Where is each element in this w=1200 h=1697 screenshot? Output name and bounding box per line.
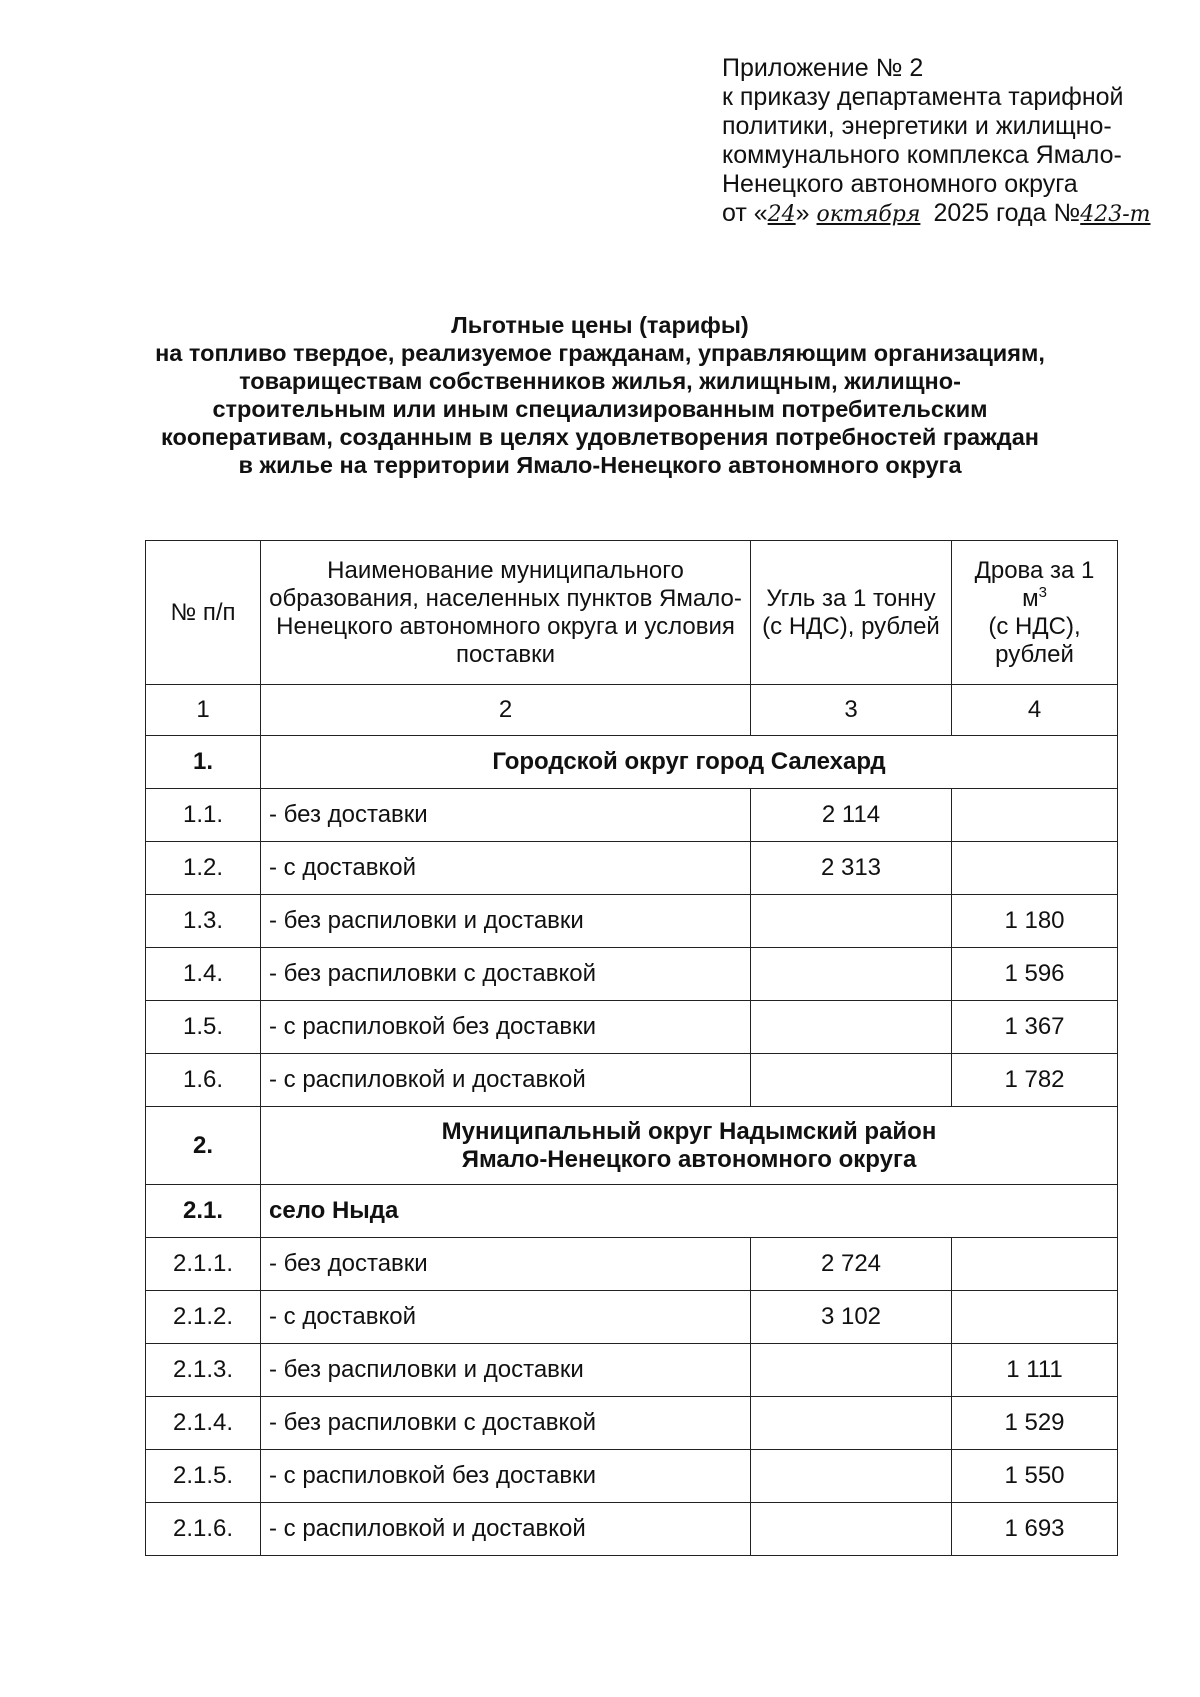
appendix-date-line (722, 199, 1162, 229)
section-title: Городской округ город Салехард (261, 736, 1118, 789)
row-num: 2. (146, 1107, 261, 1185)
wood-price: 1 367 (952, 1001, 1118, 1054)
table-row (146, 895, 1118, 948)
header-wood-sup: 3 (1038, 583, 1047, 601)
appendix-line: Ненецкого автономного округа (722, 170, 1078, 198)
table-row (146, 789, 1118, 842)
title-line: строительным или иным специализированным потребительским (212, 396, 988, 422)
row-num: 1.5. (146, 1001, 261, 1054)
column-index-row (146, 685, 1118, 736)
row-num: 1.2. (146, 842, 261, 895)
row-num: 1.3. (146, 895, 261, 948)
appendix-line: политики, энергетики и жилищно- (722, 112, 1112, 140)
table-row (146, 1503, 1118, 1556)
wood-price (952, 842, 1118, 895)
coal-price (751, 948, 952, 1001)
section-title-line: Муниципальный округ Надымский район (441, 1117, 937, 1145)
title-line: в жилье на территории Ямало-Ненецкого автономного округа (238, 452, 962, 478)
header-wood-suffix: (с НДС), рублей (988, 612, 1081, 668)
subsection-title: село Ныда (261, 1185, 1118, 1238)
section-title-line: Ямало-Ненецкого автономного округа (461, 1145, 917, 1173)
column-index: 2 (261, 685, 751, 736)
wood-price: 1 596 (952, 948, 1118, 1001)
date-mid: » (795, 199, 810, 227)
row-name: - с распиловкой без доставки (261, 1450, 751, 1503)
row-num: 1.1. (146, 789, 261, 842)
coal-price: 2 313 (751, 842, 952, 895)
coal-price: 2 724 (751, 1238, 952, 1291)
title-line: товариществам собственников жилья, жилищным, жилищно- (239, 368, 961, 394)
coal-price (751, 895, 952, 948)
row-name: - без доставки (261, 1238, 751, 1291)
row-name: - с доставкой (261, 842, 751, 895)
wood-price (952, 1238, 1118, 1291)
wood-price: 1 529 (952, 1397, 1118, 1450)
section-row (146, 736, 1118, 789)
row-name: - без доставки (261, 789, 751, 842)
date-prefix: от « (722, 199, 768, 227)
coal-price: 3 102 (751, 1291, 952, 1344)
table-header-row (146, 541, 1118, 685)
appendix-line: к приказу департамента тарифной (722, 83, 1124, 111)
row-name: - без распиловки и доставки (261, 895, 751, 948)
coal-price (751, 1503, 952, 1556)
row-name: - с распиловкой и доставкой (261, 1054, 751, 1107)
row-num: 2.1.5. (146, 1450, 261, 1503)
appendix-line: Приложение № 2 (722, 54, 924, 82)
header-coal: Угль за 1 тонну (с НДС), рублей (751, 541, 952, 685)
coal-price (751, 1344, 952, 1397)
wood-price (952, 789, 1118, 842)
table-row (146, 1344, 1118, 1397)
coal-price (751, 1054, 952, 1107)
handwritten-month: октября (816, 202, 921, 227)
header-wood (952, 541, 1118, 685)
title-line: Льготные цены (тарифы) (451, 312, 749, 338)
section-title (261, 1107, 1118, 1185)
row-num: 1.6. (146, 1054, 261, 1107)
row-name: - без распиловки с доставкой (261, 1397, 751, 1450)
table-row (146, 1291, 1118, 1344)
coal-price (751, 1397, 952, 1450)
handwritten-order-number: 423-т (1080, 202, 1151, 227)
column-index: 1 (146, 685, 261, 736)
handwritten-day: 24 (767, 202, 796, 227)
section-row (146, 1107, 1118, 1185)
column-index: 4 (952, 685, 1118, 736)
table-row (146, 1238, 1118, 1291)
row-name: - с распиловкой без доставки (261, 1001, 751, 1054)
row-num: 2.1.6. (146, 1503, 261, 1556)
table-row (146, 1054, 1118, 1107)
wood-price: 1 550 (952, 1450, 1118, 1503)
title-line: кооперативам, созданным в целях удовлетворения потребностей граждан (161, 424, 1039, 450)
tariff-table (145, 540, 1118, 1556)
row-name: - с распиловкой и доставкой (261, 1503, 751, 1556)
wood-price: 1 111 (952, 1344, 1118, 1397)
header-wood-prefix: Дрова за 1 м (974, 556, 1095, 612)
row-name: - без распиловки и доставки (261, 1344, 751, 1397)
wood-price: 1 782 (952, 1054, 1118, 1107)
table-row (146, 1001, 1118, 1054)
row-name: - с доставкой (261, 1291, 751, 1344)
wood-price: 1 180 (952, 895, 1118, 948)
row-num: 2.1.3. (146, 1344, 261, 1397)
header-name: Наименование муниципального образования, населенных пунктов Ямало-Ненецкого автономного округа и условия поставки (261, 541, 751, 685)
title-line: на топливо твердое, реализуемое гражданам, управляющим организациям, (155, 340, 1045, 366)
coal-price (751, 1001, 952, 1054)
table-row (146, 948, 1118, 1001)
row-num: 2.1.1. (146, 1238, 261, 1291)
row-num: 2.1.4. (146, 1397, 261, 1450)
wood-price (952, 1291, 1118, 1344)
table-row (146, 1397, 1118, 1450)
row-num: 2.1. (146, 1185, 261, 1238)
table-row (146, 1450, 1118, 1503)
row-name: - без распиловки с доставкой (261, 948, 751, 1001)
header-num: № п/п (146, 541, 261, 685)
date-year: 2025 года № (933, 199, 1081, 227)
appendix-line: коммунального комплекса Ямало- (722, 141, 1122, 169)
row-num: 1. (146, 736, 261, 789)
row-num: 1.4. (146, 948, 261, 1001)
appendix-header (722, 54, 1162, 229)
coal-price (751, 1450, 952, 1503)
document-title (100, 311, 1100, 479)
row-num: 2.1.2. (146, 1291, 261, 1344)
wood-price: 1 693 (952, 1503, 1118, 1556)
column-index: 3 (751, 685, 952, 736)
table-row (146, 842, 1118, 895)
subsection-row (146, 1185, 1118, 1238)
coal-price: 2 114 (751, 789, 952, 842)
